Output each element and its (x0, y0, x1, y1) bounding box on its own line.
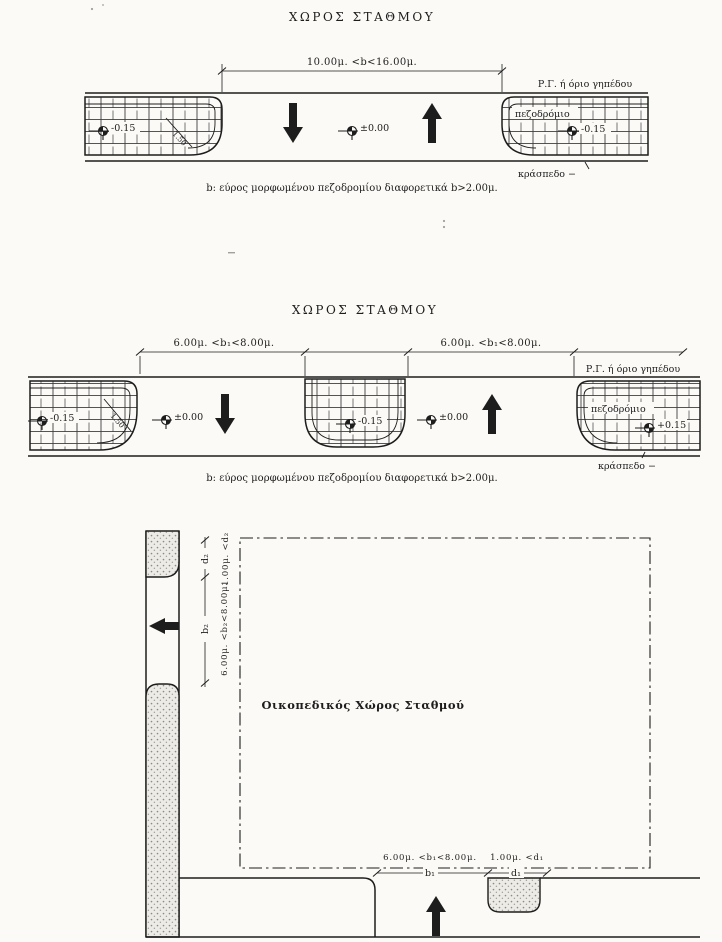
entrance-arrow-up (426, 896, 446, 936)
bottom-curb-left-segment (179, 878, 375, 937)
exit-arrow-left (149, 618, 179, 634)
corner-radius-label: 1.50 (170, 129, 189, 148)
plot-label: Οικοπεδικός Χώρος Σταθμού (261, 698, 465, 712)
curb-label: κράσπεδο − (518, 169, 577, 180)
diagram2-street-section (28, 303, 700, 484)
median-island-block (305, 379, 405, 447)
sidewalk-corner-block (146, 531, 179, 577)
diagram1-street-section (85, 10, 648, 194)
scan-speck (443, 226, 445, 228)
dimension-tick-label-d2: d₂ (200, 554, 211, 564)
right-sidewalk-block (577, 381, 700, 450)
scan-speck (228, 252, 235, 253)
diagram2-caption: b: εύρος μορφωμένου πεζοδρομίου διαφορετικά b>2.00μ. (206, 473, 498, 484)
traffic-arrow-down (283, 103, 303, 143)
diagram3-plot-plan (146, 531, 700, 937)
sidewalk-label: πεζοδρόμιο (591, 404, 646, 415)
sidewalk-label: πεζοδρόμιο (515, 109, 570, 120)
dimension-tick-label-d1: d₁ (511, 868, 521, 879)
dimension-tick-label-b1: b₁ (425, 868, 435, 879)
traffic-arrow-up (422, 103, 442, 143)
level-value: -0.15 (50, 413, 75, 424)
sidewalk-strip (146, 684, 179, 937)
traffic-arrow-down (215, 394, 235, 434)
bottom-dimension-short-label: 1.00μ. <d₁ (490, 853, 544, 863)
scan-speck (443, 220, 445, 222)
bottom-dimension-long-label: 6.00μ. <b₁<8.00μ. (383, 853, 477, 863)
level-value: -0.15 (358, 416, 383, 427)
sidewalk-block-bottom (488, 878, 540, 912)
diagram2-title: ΧΩΡΟΣ ΣΤΑΘΜΟΥ (291, 303, 439, 317)
level-value: -0.15 (111, 123, 136, 134)
diagram2-dimension-right-label: 6.00μ. <b₁<8.00μ. (440, 338, 542, 349)
diagram1-dimension-label: 10.00μ. <b<16.00μ. (306, 57, 418, 68)
left-dimension-short-label: 1.00μ. <d₂ (221, 532, 231, 586)
dimension-tick-label-b2: b₂ (200, 624, 211, 634)
curb-label: κράσπεδο − (598, 461, 657, 472)
traffic-arrow-up (482, 394, 502, 434)
corner-radius-label: 1.50 (108, 411, 127, 430)
diagram2-dimension-left-label: 6.00μ. <b₁<8.00μ. (173, 338, 275, 349)
level-value: ±0.00 (174, 412, 204, 423)
level-value: -0.15 (581, 124, 606, 135)
diagram1-caption: b: εύρος μορφωμένου πεζοδρομίου διαφορετικά b>2.00μ. (206, 183, 498, 194)
left-dimension-long-label: 6.00μ. <b₂<8.00μ. (220, 582, 230, 676)
left-sidewalk-block (30, 381, 137, 450)
diagram1-boundary-label: Ρ.Γ. ή όριο γηπέδου (537, 79, 633, 90)
scan-speck (102, 4, 104, 6)
diagram1-title: ΧΩΡΟΣ ΣΤΑΘΜΟΥ (288, 10, 436, 24)
level-value: ±0.00 (360, 123, 390, 134)
level-value: ±0.00 (439, 412, 469, 423)
diagram2-boundary-label: Ρ.Γ. ή όριο γηπέδου (585, 364, 681, 375)
scan-speck (91, 8, 93, 10)
level-value: +0.15 (657, 420, 687, 431)
